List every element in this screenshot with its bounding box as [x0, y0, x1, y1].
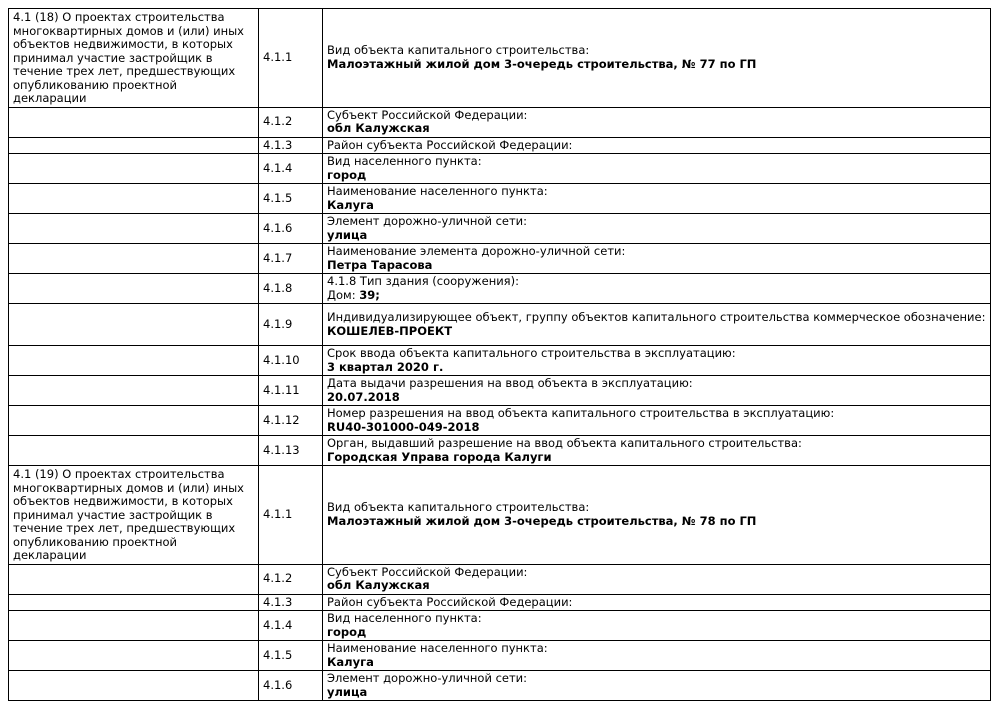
table-row: [9, 244, 991, 274]
table-row: [9, 154, 991, 184]
field-value-prefix: Дом:: [327, 287, 360, 302]
row-content-cell: [323, 137, 991, 154]
field-label: Субъект Российской Федерации:: [327, 564, 528, 579]
declaration-table: [8, 8, 991, 701]
row-number: 4.1.7: [263, 250, 293, 265]
row-number-cell: [259, 436, 323, 466]
field-value: обл Калужская: [327, 121, 430, 135]
section-spacer-cell: [9, 137, 259, 154]
row-content-cell: [323, 564, 991, 594]
row-number-cell: [259, 376, 323, 406]
row-content-cell: [323, 466, 991, 565]
row-number: 4.1.8: [263, 280, 293, 295]
field-label: Наименование населенного пункта:: [327, 184, 548, 198]
row-content-cell: [323, 184, 991, 214]
table-row: [9, 184, 991, 214]
row-number: 4.1.5: [263, 190, 293, 205]
section-title: 4.1 (19) О проектах строительства многоквартирных домов и (или) иных объектов недвижимости, в которых принимал участие застройщик в течение трех лет, предшествующих опубликованию проектной декларации: [13, 467, 244, 562]
section-spacer-cell: [9, 671, 259, 701]
table-row: [9, 9, 991, 108]
row-number-cell: [259, 611, 323, 641]
field-value: 20.07.2018: [327, 389, 400, 404]
section-spacer-cell: [9, 376, 259, 406]
field-value: Петра Тарасова: [327, 257, 433, 272]
row-content-cell: [323, 406, 991, 436]
section-spacer-cell: [9, 406, 259, 436]
row-number-cell: [259, 594, 323, 611]
row-number: 4.1.10: [263, 352, 300, 367]
row-content-cell: [323, 244, 991, 274]
row-number-cell: [259, 244, 323, 274]
field-value: Калуга: [327, 197, 374, 212]
row-content-cell: [323, 436, 991, 466]
field-label: Номер разрешения на ввод объекта капитального строительства в эксплуатацию:: [327, 406, 835, 420]
row-content-cell: [323, 594, 991, 611]
field-label: 4.1.8 Тип здания (сооружения):: [327, 274, 519, 288]
row-content-cell: [323, 154, 991, 184]
row-number-cell: [259, 641, 323, 671]
table-row: [9, 436, 991, 466]
row-number: 4.1.13: [263, 442, 300, 457]
row-number: 4.1.4: [263, 617, 293, 632]
row-content-cell: [323, 214, 991, 244]
table-row: [9, 671, 991, 701]
row-content-cell: [323, 376, 991, 406]
section-title-cell: [9, 466, 259, 565]
row-content-cell: [323, 346, 991, 376]
section-spacer-cell: [9, 346, 259, 376]
field-value: город: [327, 624, 367, 639]
row-number-cell: [259, 406, 323, 436]
section-spacer-cell: [9, 107, 259, 137]
table-row: [9, 214, 991, 244]
table-row: [9, 274, 991, 304]
row-number: 4.1.12: [263, 412, 300, 427]
row-content-cell: [323, 611, 991, 641]
row-number-cell: [259, 214, 323, 244]
field-label: Индивидуализирующее объект, группу объектов капитального строительства коммерческое обозначение:: [327, 310, 986, 324]
field-label: Субъект Российской Федерации:: [327, 107, 528, 122]
field-label: Вид объекта капитального строительства:: [327, 43, 590, 58]
table-row: [9, 564, 991, 594]
field-value: Калуга: [327, 654, 374, 669]
row-number-cell: [259, 107, 323, 137]
row-number-cell: [259, 154, 323, 184]
row-number: 4.1.1: [263, 50, 293, 64]
row-number-cell: [259, 274, 323, 304]
field-label: Наименование элемента дорожно-уличной сети:: [327, 244, 626, 258]
field-label: Срок ввода объекта капитального строительства в эксплуатацию:: [327, 346, 736, 360]
section-spacer-cell: [9, 184, 259, 214]
row-number-cell: [259, 137, 323, 154]
section-spacer-cell: [9, 611, 259, 641]
table-row: [9, 641, 991, 671]
section-title: 4.1 (18) О проектах строительства многоквартирных домов и (или) иных объектов недвижимости, в которых принимал участие застройщик в течение трех лет, предшествующих опубликованию проектной декларации: [13, 10, 244, 105]
row-number: 4.1.6: [263, 677, 293, 692]
row-number: 4.1.11: [263, 382, 300, 397]
table-row: [9, 107, 991, 137]
row-number-cell: [259, 564, 323, 594]
table-row: [9, 466, 991, 565]
field-value: 3 квартал 2020 г.: [327, 359, 444, 374]
table-row: [9, 594, 991, 611]
field-label: Орган, выдавший разрешение на ввод объекта капитального строительства:: [327, 436, 802, 450]
row-number-cell: [259, 346, 323, 376]
section-spacer-cell: [9, 244, 259, 274]
row-number-cell: [259, 304, 323, 346]
field-label: Вид объекта капитального строительства:: [327, 500, 590, 515]
row-content-cell: [323, 9, 991, 108]
field-label: Вид населенного пункта:: [327, 154, 482, 168]
row-number: 4.1.5: [263, 647, 293, 662]
row-number: 4.1.3: [263, 137, 293, 152]
row-content-cell: [323, 304, 991, 346]
row-content-cell: [323, 274, 991, 304]
field-value: город: [327, 167, 367, 182]
table-row: [9, 346, 991, 376]
section-spacer-cell: [9, 594, 259, 611]
field-label: Наименование населенного пункта:: [327, 641, 548, 655]
section-spacer-cell: [9, 436, 259, 466]
field-label: Район субъекта Российской Федерации:: [327, 137, 573, 152]
field-value: Городская Управа города Калуги: [327, 449, 552, 464]
row-number: 4.1.4: [263, 160, 293, 175]
section-spacer-cell: [9, 304, 259, 346]
row-number: 4.1.1: [263, 507, 293, 521]
field-value-line: [327, 289, 986, 303]
field-value: Малоэтажный жилой дом 3-очередь строительства, № 77 по ГП: [327, 56, 757, 71]
field-label: Район субъекта Российской Федерации:: [327, 594, 573, 609]
field-value: обл Калужская: [327, 578, 430, 592]
table-row: [9, 137, 991, 154]
section-spacer-cell: [9, 274, 259, 304]
table-row: [9, 376, 991, 406]
row-number: 4.1.6: [263, 220, 293, 235]
section-spacer-cell: [9, 154, 259, 184]
row-number: 4.1.2: [263, 114, 293, 129]
field-value: RU40-301000-049-2018: [327, 419, 480, 434]
field-value: улица: [327, 227, 368, 242]
table-row: [9, 304, 991, 346]
row-content-cell: [323, 671, 991, 701]
row-number: 4.1.9: [263, 316, 293, 331]
row-number: 4.1.2: [263, 571, 293, 586]
row-number: 4.1.3: [263, 594, 293, 609]
field-label: Элемент дорожно-уличной сети:: [327, 671, 528, 685]
field-label: Вид населенного пункта:: [327, 611, 482, 625]
row-number-cell: [259, 9, 323, 108]
section-spacer-cell: [9, 214, 259, 244]
field-value: Малоэтажный жилой дом 3-очередь строительства, № 78 по ГП: [327, 513, 757, 528]
table-row: [9, 611, 991, 641]
section-title-cell: [9, 9, 259, 108]
section-spacer-cell: [9, 641, 259, 671]
field-value: КОШЕЛЕВ-ПРОЕКТ: [327, 323, 453, 338]
row-number-cell: [259, 671, 323, 701]
table-row: [9, 406, 991, 436]
row-content-cell: [323, 107, 991, 137]
field-label: Элемент дорожно-уличной сети:: [327, 214, 528, 228]
field-value: улица: [327, 684, 368, 699]
row-number-cell: [259, 466, 323, 565]
field-label: Дата выдачи разрешения на ввод объекта в эксплуатацию:: [327, 376, 693, 390]
row-content-cell: [323, 641, 991, 671]
section-spacer-cell: [9, 564, 259, 594]
field-value: 39;: [359, 287, 380, 302]
row-number-cell: [259, 184, 323, 214]
